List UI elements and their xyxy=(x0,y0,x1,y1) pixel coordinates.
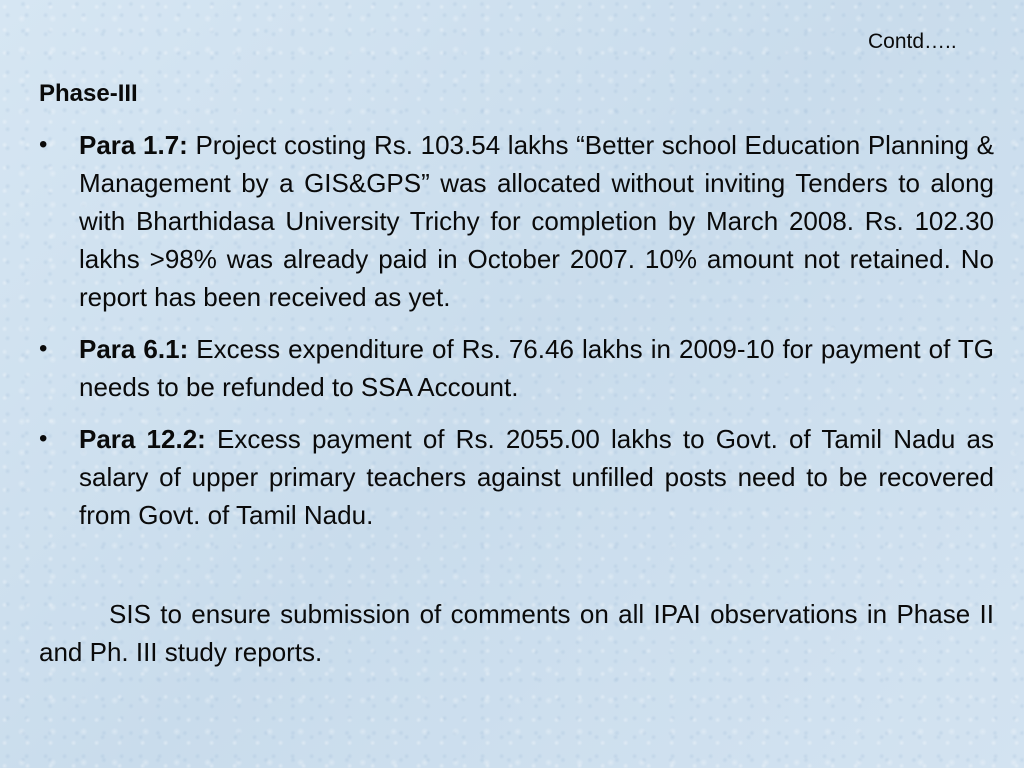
bullet-marker: • xyxy=(39,131,48,158)
para-text: Excess expenditure of Rs. 76.46 lakhs in 2009-10 for payment of TG needs to be refunded to SSA Account. xyxy=(79,334,994,402)
para-reference: Para 1.7: xyxy=(79,130,196,160)
bullet-item-para-12-2 xyxy=(39,420,994,534)
closing-paragraph: SIS to ensure submission of comments on all IPAI observations in Phase II and Ph. III study reports. xyxy=(39,599,994,667)
para-reference: Para 6.1: xyxy=(79,334,197,364)
para-text: Project costing Rs. 103.54 lakhs “Better school Education Planning & Management by a GIS&GPS” was allocated without inviting Tenders to along with Bharthidasa University Trichy for completion by March 2008. Rs. 102.30 lakhs >98% was already paid in October 2007. 10% amount not retained. No report has been received as yet. xyxy=(79,130,994,312)
continued-label: Contd….. xyxy=(868,30,957,53)
bullet-item-para-1-7 xyxy=(39,126,994,316)
bullet-list xyxy=(39,126,994,548)
para-text: Excess payment of Rs. 2055.00 lakhs to Govt. of Tamil Nadu as salary of upper primary teachers against unfilled posts need to be recovered from Govt. of Tamil Nadu. xyxy=(79,424,994,530)
bullet-marker: • xyxy=(39,335,48,362)
bullet-marker: • xyxy=(39,425,48,452)
bullet-item-para-6-1 xyxy=(39,330,994,406)
slide-heading: Phase-III xyxy=(39,80,138,107)
para-reference: Para 12.2: xyxy=(79,424,217,454)
